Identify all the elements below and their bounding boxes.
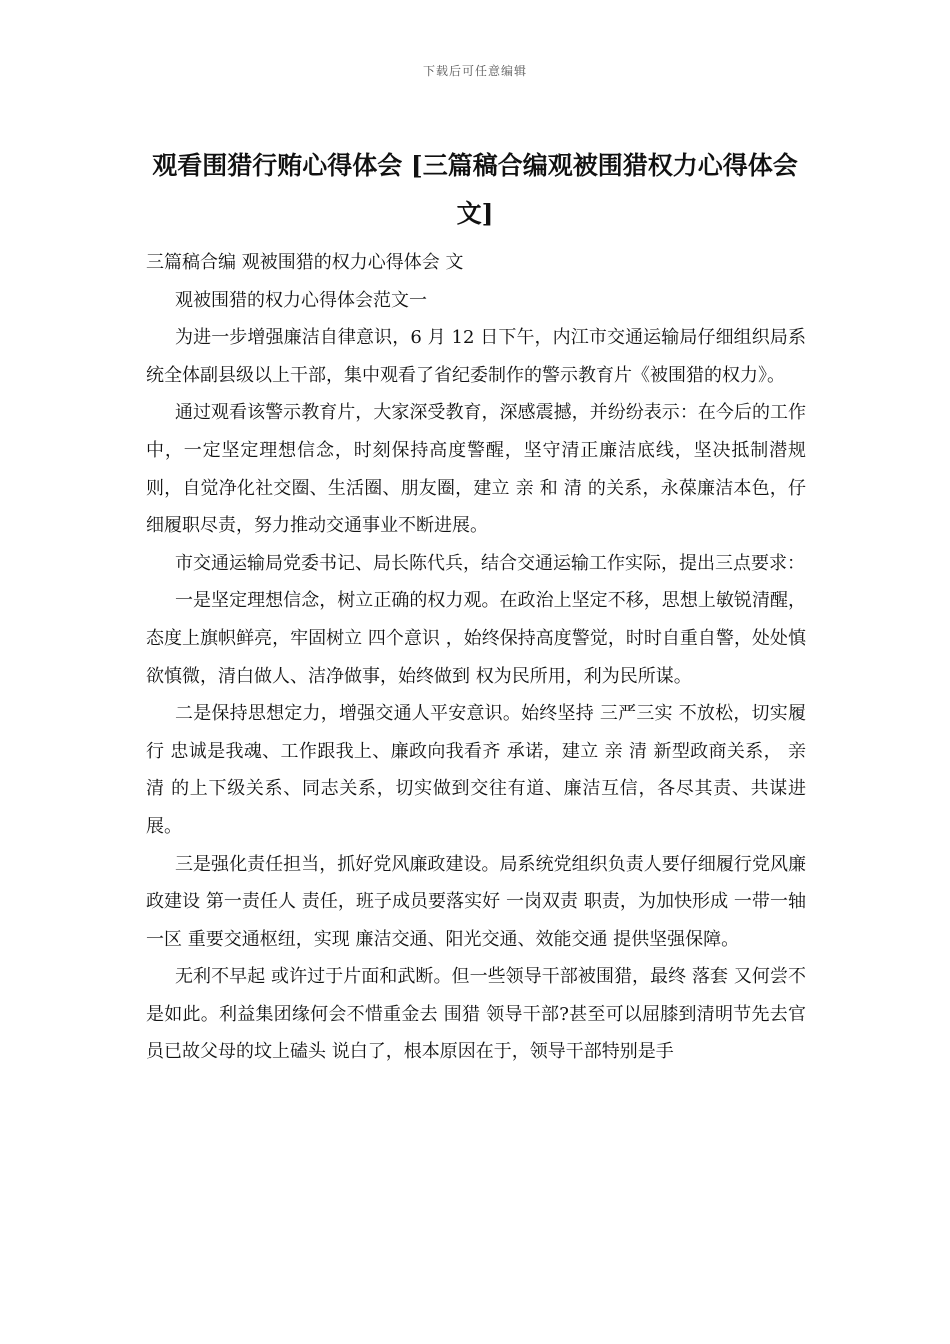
paragraph: 三是强化责任担当，抓好党风廉政建设。局系统党组织负责人要仔细履行党风廉政建设 第一责任人 责任，班子成员要落实好 一岗双责 职责，为加快形成 一带一轴一区 重要交通枢纽，实现 廉洁交通、阳光交通、效能交通 提供坚强保障。: [146, 853, 806, 950]
paragraph: 市交通运输局党委书记、局长陈代兵，结合交通运输工作实际，提出三点要求：: [175, 552, 805, 574]
document-body: [146, 244, 806, 1071]
paragraph: 一是坚定理想信念，树立正确的权力观。在政治上坚定不移，思想上敏锐清醒，态度上旗帜鲜亮，牢固树立 四个意识 ，始终保持高度警觉，时时自重自警，处处慎欲慎微，清白做人、洁净做事，始终做到 权为民所用，利为民所谋。: [146, 590, 806, 687]
paragraph: 为进一步增强廉洁自律意识，6 月 12 日下午，内江市交通运输局仔细组织局系统全体副县级以上干部，集中观看了省纪委制作的警示教育片《被围猎的权力》。: [146, 327, 806, 386]
document-subtitle: 三篇稿合编 观被围猎的权力心得体会 文: [146, 252, 464, 273]
page-header-note: 下载后可任意编辑: [422, 64, 527, 78]
section-heading: 观被围猎的权力心得体会范文一: [175, 289, 427, 311]
paragraph: 通过观看该警示教育片，大家深受教育，深感震撼，并纷纷表示：在今后的工作中，一定坚定理想信念，时刻保持高度警醒，坚守清正廉洁底线，坚决抵制潜规则，自觉净化社交圈、生活圈、朋友圈，建立 亲 和 清 的关系，永葆廉洁本色，仔细履职尽责，努力推动交通事业不断进展。: [146, 402, 806, 537]
paragraph: 二是保持思想定力，增强交通人平安意识。始终坚持 三严三实 不放松，切实履行 忠诚是我魂、工作跟我上、廉政向我看齐 承诺，建立 亲 清 新型政商关系， 亲 清 的上下级关系、同志关系，切实做到交往有道、廉洁互信，各尽其责、共谋进展。: [146, 703, 806, 837]
paragraph: 无利不早起 或许过于片面和武断。但一些领导干部被围猎，最终 落套 又何尝不是如此。利益集团缘何会不惜重金去 围猎 领导干部?甚至可以屈膝到清明节先去官员已故父母的坟上磕头 说白了，根本原因在于，领导干部特别是手: [146, 966, 806, 1063]
document-title: 观看围猎行贿心得体会 [三篇稿合编观被围猎权力心得体会文]: [152, 151, 798, 228]
